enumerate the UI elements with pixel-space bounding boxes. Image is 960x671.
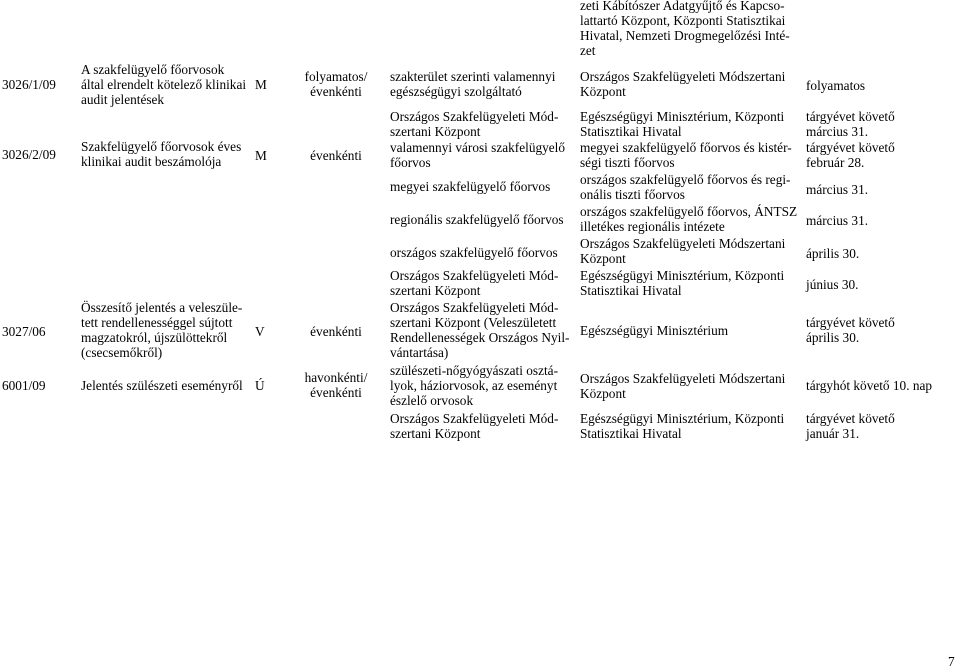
text-line: folyamatos/ xyxy=(304,69,368,84)
text-line: Statisztikai Hivatal xyxy=(580,426,682,441)
entry-deadline: április 30. xyxy=(806,246,860,261)
row-code: 6001/09 xyxy=(2,378,46,393)
text-line: szertani Központ xyxy=(390,426,481,441)
text-line: egészségügyi szolgáltató xyxy=(390,84,522,99)
row-title xyxy=(81,300,242,360)
text-line: tárgyévet követő xyxy=(806,140,895,155)
text-line: évenkénti xyxy=(310,84,362,99)
entry-deadline: tárgyhót követő 10. nap xyxy=(806,378,933,393)
row-code: 3026/2/09 xyxy=(2,147,56,162)
entry-recipient xyxy=(580,172,790,202)
text-line: Egészségügyi Minisztérium, Központi xyxy=(580,411,785,426)
text-line: Összesítő jelentés a veleszüle- xyxy=(81,300,243,315)
entry-recipient xyxy=(580,204,797,234)
entry-provider xyxy=(390,363,558,408)
row-code: 3026/1/09 xyxy=(2,77,56,92)
row-type: V xyxy=(255,324,265,339)
text-line: január 31. xyxy=(806,426,860,441)
text-line: évenkénti xyxy=(310,385,362,400)
text-line: országos szakfelügyelő főorvos, ÁNTSZ xyxy=(580,204,798,219)
text-line: március 31. xyxy=(806,124,869,139)
entry-provider: regionális szakfelügyelő főorvos xyxy=(390,212,564,227)
entry-recipient xyxy=(580,371,785,401)
text-line: illetékes regionális intézete xyxy=(580,219,725,234)
text-line: Országos Szakfelügyeleti Mód- xyxy=(390,109,559,124)
text-line: tárgyévet követő xyxy=(806,315,895,330)
text-line: Központ xyxy=(580,251,626,266)
text-line: Országos Szakfelügyeleti Módszertani xyxy=(580,371,786,386)
entry-recipient xyxy=(580,411,784,441)
text-line: (csecsemőkről) xyxy=(81,345,163,360)
entry-provider: megyei szakfelügyelő főorvos xyxy=(390,179,551,194)
text-line: országos szakfelügyelő főorvos és regi- xyxy=(580,172,791,187)
text-line: főorvos xyxy=(390,155,431,170)
text-line: Rendellenességek Országos Nyil- xyxy=(390,330,570,345)
text-line: havonkénti/ xyxy=(304,370,368,385)
entry-deadline xyxy=(806,411,895,441)
row-frequency xyxy=(296,69,376,99)
row-frequency: évenkénti xyxy=(310,148,362,163)
text-line: Központ xyxy=(580,386,626,401)
text-line: klinikai audit beszámolója xyxy=(81,154,222,169)
text-line: Hivatal, Nemzeti Drogmegelőzési Inté- xyxy=(580,28,790,43)
row-type: Ú xyxy=(255,378,265,393)
text-line: szertani Központ xyxy=(390,124,481,139)
text-line: audit jelentések xyxy=(81,92,165,107)
text-line: zet xyxy=(580,43,596,58)
text-line: Egészségügyi Minisztérium, Központi xyxy=(580,109,785,124)
text-line: lyok, háziorvosok, az eseményt xyxy=(390,378,558,393)
entry-deadline: március 31. xyxy=(806,213,869,228)
entry-provider xyxy=(390,268,558,298)
text-line: április 30. xyxy=(806,330,860,345)
text-line: Országos Szakfelügyeleti Mód- xyxy=(390,411,559,426)
text-line: Országos Szakfelügyeleti Mód- xyxy=(390,300,559,315)
entry-deadline xyxy=(806,109,895,139)
entry-provider: országos szakfelügyelő főorvos xyxy=(390,245,558,260)
entry-provider xyxy=(390,140,565,170)
entry-deadline: március 31. xyxy=(806,182,869,197)
text-line: által elrendelt kötelező klinikai xyxy=(81,77,247,92)
entry-recipient xyxy=(580,268,784,298)
row-provider xyxy=(390,300,569,360)
page-number: 7 xyxy=(948,654,955,669)
row-title: Jelentés szülészeti eseményről xyxy=(81,378,243,393)
row-recipient: Egészségügyi Minisztérium xyxy=(580,323,729,338)
entry-recipient xyxy=(580,236,785,266)
entry-recipient xyxy=(580,109,784,139)
text-line: Statisztikai Hivatal xyxy=(580,283,682,298)
text-line: szertani Központ xyxy=(390,283,481,298)
text-line: zeti Kábítószer Adatgyűjtő és Kapcso- xyxy=(580,0,785,13)
text-line: vántartása) xyxy=(390,345,449,360)
row-title xyxy=(81,139,241,169)
text-line: észlelő orvosok xyxy=(390,393,474,408)
entry-provider xyxy=(390,411,558,441)
text-line: tárgyévet követő xyxy=(806,109,895,124)
row-deadline xyxy=(806,315,895,345)
text-line: Országos Szakfelügyeleti Módszertani xyxy=(580,236,786,251)
row-title xyxy=(81,62,246,107)
text-line: lattartó Központ, Központi Statisztikai xyxy=(580,13,786,28)
row-type: M xyxy=(255,77,267,92)
row-frequency xyxy=(296,370,376,400)
text-line: Központ xyxy=(580,84,626,99)
row-deadline: folyamatos xyxy=(806,78,866,93)
row-frequency: évenkénti xyxy=(310,324,362,339)
text-line: magzatokról, újszülöttekről xyxy=(81,330,228,345)
row-recipient xyxy=(580,69,785,99)
entry-deadline xyxy=(806,140,895,170)
text-line: szakterület szerinti valamennyi xyxy=(390,69,556,84)
text-line: A szakfelügyelő főorvosok xyxy=(81,62,225,77)
entry-deadline: június 30. xyxy=(806,277,859,292)
text-line: szülészeti-nőgyógyászati osztá- xyxy=(390,363,558,378)
text-line: megyei szakfelügyelő főorvos és kistér- xyxy=(580,140,792,155)
text-line: tett rendellenességgel sújtott xyxy=(81,315,233,330)
text-line: onális tiszti főorvos xyxy=(580,187,685,202)
row-code: 3027/06 xyxy=(2,324,46,339)
entry-recipient xyxy=(580,140,792,170)
entry-provider xyxy=(390,109,558,139)
row-provider xyxy=(390,69,555,99)
text-line: valamennyi városi szakfelügyelő xyxy=(390,140,566,155)
text-line: ségi tiszti főorvos xyxy=(580,155,675,170)
text-line: Statisztikai Hivatal xyxy=(580,124,682,139)
text-line: szertani Központ (Veleszületett xyxy=(390,315,557,330)
text-line: Szakfelügyelő főorvosok éves xyxy=(81,139,242,154)
text-line: tárgyévet követő xyxy=(806,411,895,426)
text-line: Egészségügyi Minisztérium, Központi xyxy=(580,268,785,283)
continued-recipient-text xyxy=(580,0,790,58)
row-type: M xyxy=(255,148,267,163)
text-line: Országos Szakfelügyeleti Mód- xyxy=(390,268,559,283)
text-line: Országos Szakfelügyeleti Módszertani xyxy=(580,69,786,84)
text-line: február 28. xyxy=(806,155,865,170)
